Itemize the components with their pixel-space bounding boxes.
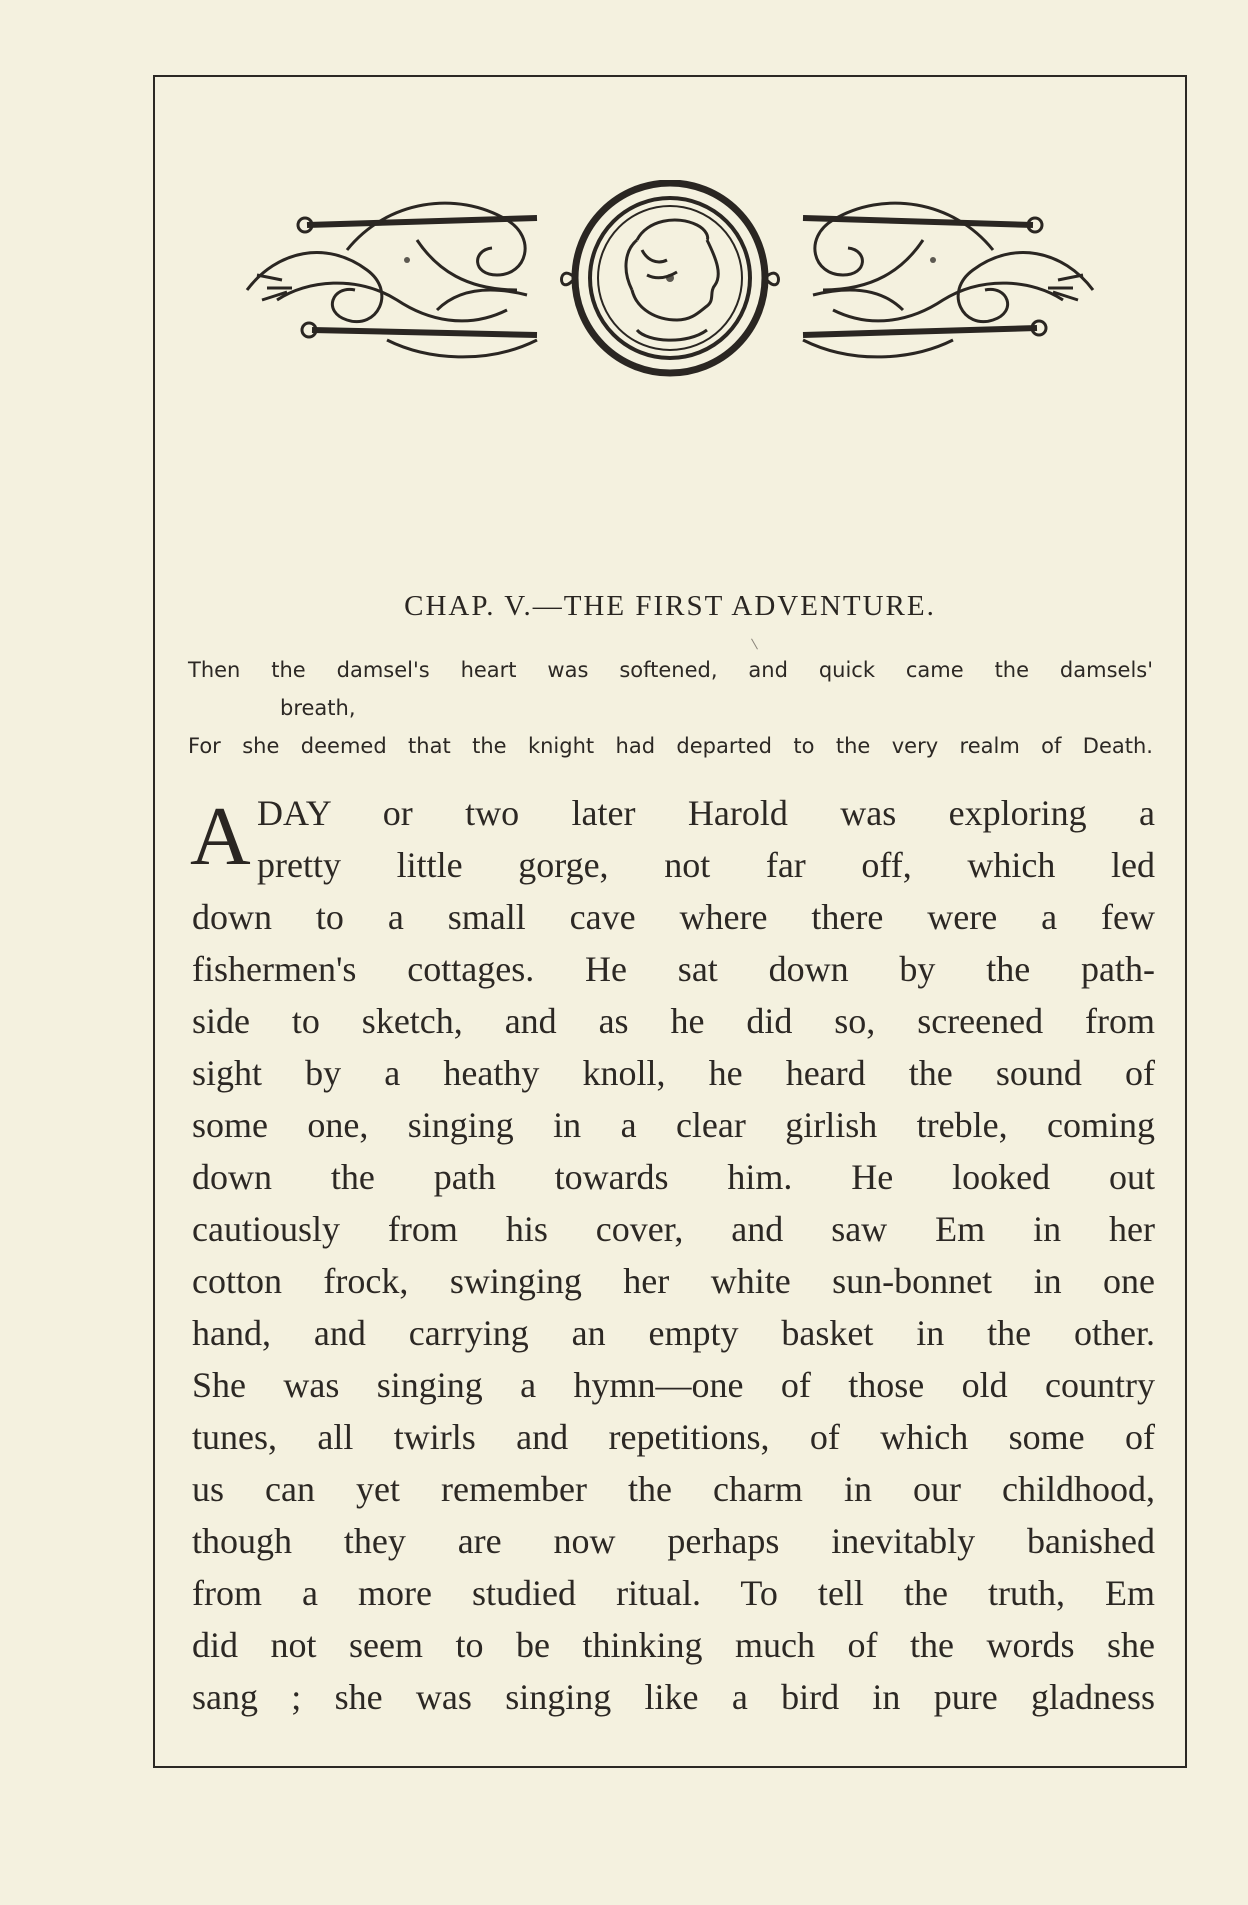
body-line: from a more studied ritual. To tell the truth, Em [192, 1573, 1155, 1613]
body-line: tunes, all twirls and repetitions, of which some of [192, 1417, 1155, 1457]
chapter-title: CHAP. V.—THE FIRST ADVENTURE. [404, 590, 936, 622]
body-line: sang ; she was singing like a bird in pure gladness [192, 1677, 1155, 1717]
body-line: did not seem to be thinking much of the words she [192, 1625, 1155, 1665]
body-line: down to a small cave where there were a few [192, 897, 1155, 937]
body-line: She was singing a hymn—one of those old country [192, 1365, 1155, 1405]
ornamental-headpiece [237, 180, 1103, 380]
body-line: fishermen's cottages. He sat down by the path- [192, 949, 1155, 989]
body-line: some one, singing in a clear girlish treble, coming [192, 1105, 1155, 1145]
drop-cap-initial: A [190, 790, 251, 883]
epigraph-line-1: Then the damsel's heart was softened, and quick came the damsels' [188, 658, 1153, 682]
body-line: though they are now perhaps inevitably banished [192, 1521, 1155, 1561]
body-line: DAY or two later Harold was exploring a [257, 793, 1155, 833]
body-line: cotton frock, swinging her white sun-bonnet in one [192, 1261, 1155, 1301]
body-line: down the path towards him. He looked out [192, 1157, 1155, 1197]
body-line: cautiously from his cover, and saw Em in her [192, 1209, 1155, 1249]
epigraph-line-2: For she deemed that the knight had departed to the very realm of Death. [188, 734, 1153, 758]
body-paragraph [192, 787, 1155, 1723]
body-line: hand, and carrying an empty basket in the other. [192, 1313, 1155, 1353]
body-line: sight by a heathy knoll, he heard the sound of [192, 1053, 1155, 1093]
body-line: pretty little gorge, not far off, which led [257, 845, 1155, 885]
body-line: us can yet remember the charm in our childhood, [192, 1469, 1155, 1509]
epigraph-line-1-continuation: breath, [280, 696, 356, 720]
epigraph [188, 651, 1153, 765]
body-line: side to sketch, and as he did so, screened from [192, 1001, 1155, 1041]
